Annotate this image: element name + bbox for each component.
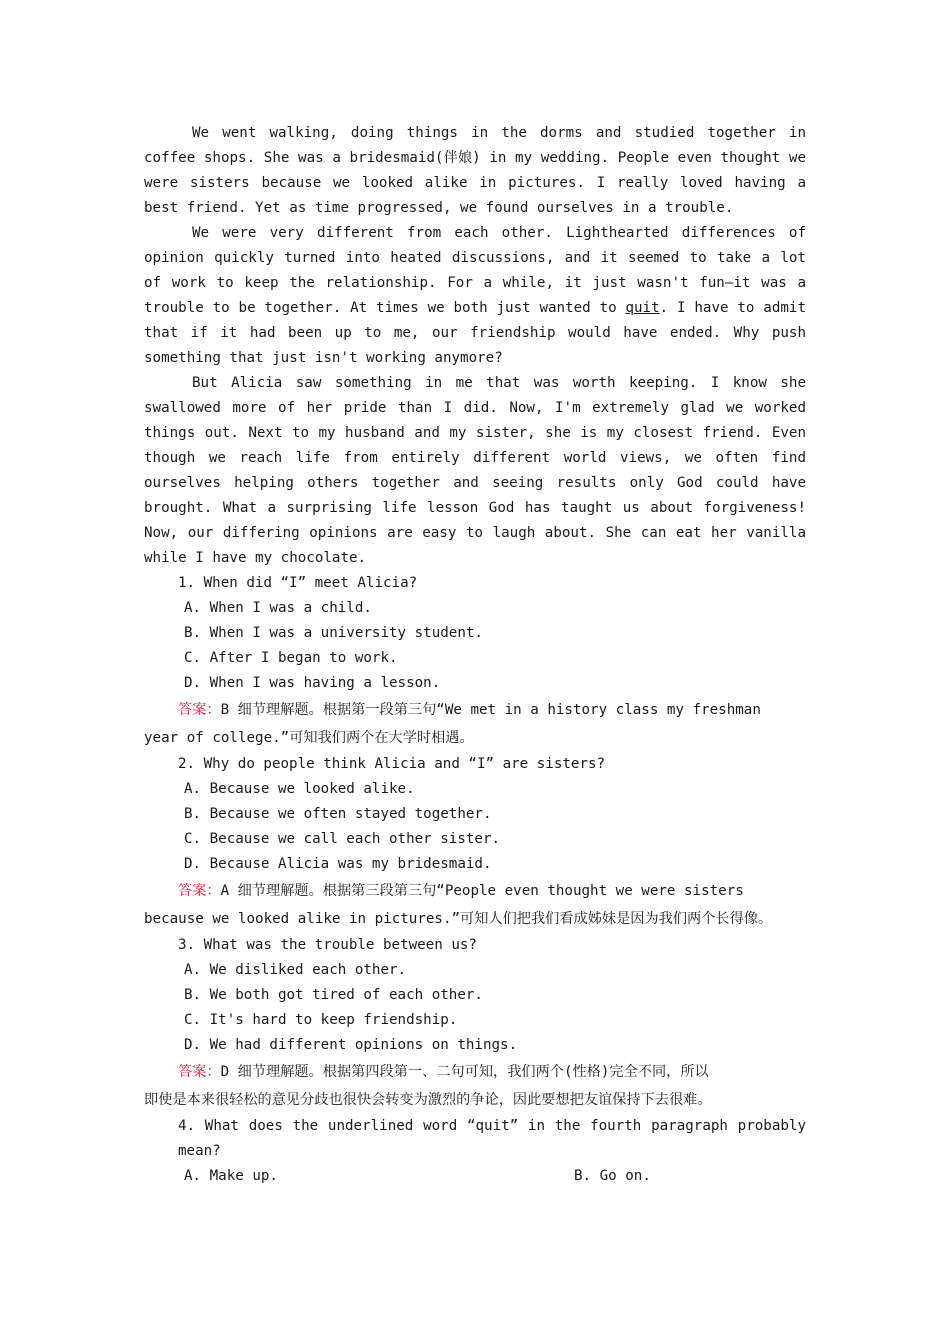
question-1-option-c: C. After I began to work. bbox=[184, 650, 398, 666]
question-3-stem: 3. What was the trouble between us? bbox=[178, 937, 477, 953]
question-2-option-d: D. Because Alicia was my bridesmaid. bbox=[184, 856, 492, 872]
question-1-option-d: D. When I was having a lesson. bbox=[184, 675, 441, 691]
question-2-answer-line-1: A 细节理解题。根据第三段第三句“People even thought we were sisters bbox=[220, 883, 744, 899]
paragraph-2-text-after: . I have to admit that if it had been up to me, our friendship would have ended. Why push something that just isn't working anymore? bbox=[144, 300, 806, 366]
paragraph-2-text-before: We were very different from each other. Lighthearted differences of opinion quickly turned into heated discussions, and it seemed to take a lot of work to keep the relationship. For a while, it just wasn't fun—it was a trouble to be together. At times we both just wanted to bbox=[144, 225, 806, 316]
question-1-answer bbox=[144, 696, 806, 724]
question-4-option-b: B. Go on. bbox=[574, 1168, 651, 1184]
question-4-stem: 4. What does the underlined word “quit” in the fourth paragraph probably mean? bbox=[178, 1118, 806, 1159]
question-2-answer-line-2: because we looked alike in pictures.”可知人们把我们看成姊妹是因为我们两个长得像。 bbox=[144, 911, 773, 927]
question-2-stem: 2. Why do people think Alicia and “I” are sisters? bbox=[178, 756, 606, 772]
question-3-answer-line-2: 即使是本来很轻松的意见分歧也很快会转变为激烈的争论，因此要想把友谊保持下去很难。 bbox=[144, 1092, 712, 1108]
document-page bbox=[144, 121, 806, 1189]
question-2-option-a: A. Because we looked alike. bbox=[184, 781, 415, 797]
question-2-option-b: B. Because we often stayed together. bbox=[184, 806, 492, 822]
question-3-option-b: B. We both got tired of each other. bbox=[184, 987, 483, 1003]
question-1-answer-line-1: B 细节理解题。根据第一段第三句“We met in a history class my freshman bbox=[220, 702, 761, 718]
question-1-option-b: B. When I was a university student. bbox=[184, 625, 483, 641]
question-1-stem: 1. When did “I” meet Alicia? bbox=[178, 575, 418, 591]
question-1-answer-line-2: year of college.”可知我们两个在大学时相遇。 bbox=[144, 730, 474, 746]
passage-paragraph-3: But Alicia saw something in me that was worth keeping. I know she swallowed more of her pride than I did. Now, I'm extremely glad we worked things out. Next to my husband and my sister, she is my closest friend. Even though we reach life from entirely different world views, we often find ourselves helping others together and seeing results only God could have brought. What a surprising life lesson God has taught us about forgiveness! Now, our differing opinions are easy to laugh about. She can eat her vanilla while I have my chocolate. bbox=[144, 375, 806, 566]
question-3-option-a: A. We disliked each other. bbox=[184, 962, 407, 978]
answer-label: 答案： bbox=[178, 702, 221, 718]
question-3-answer bbox=[144, 1058, 806, 1086]
passage-paragraph-2 bbox=[144, 221, 806, 371]
question-4-options bbox=[144, 1164, 806, 1189]
answer-label: 答案： bbox=[178, 1064, 221, 1080]
question-2-answer bbox=[144, 877, 806, 905]
underlined-word-quit: quit bbox=[625, 300, 660, 316]
question-2-option-c: C. Because we call each other sister. bbox=[184, 831, 501, 847]
question-4-option-a: A. Make up. bbox=[184, 1168, 278, 1184]
question-3-option-d: D. We had different opinions on things. bbox=[184, 1037, 518, 1053]
question-3-option-c: C. It's hard to keep friendship. bbox=[184, 1012, 458, 1028]
answer-label: 答案： bbox=[178, 883, 221, 899]
question-1-option-a: A. When I was a child. bbox=[184, 600, 372, 616]
question-3-answer-line-1: D 细节理解题。根据第四段第一、二句可知，我们两个(性格)完全不同，所以 bbox=[220, 1064, 709, 1080]
passage-paragraph-1: We went walking, doing things in the dorms and studied together in coffee shops. She was a bridesmaid(伴娘) in my wedding. People even thought we were sisters because we looked alike in pictures. I really loved having a best friend. Yet as time progressed, we found ourselves in a trouble. bbox=[144, 125, 806, 216]
